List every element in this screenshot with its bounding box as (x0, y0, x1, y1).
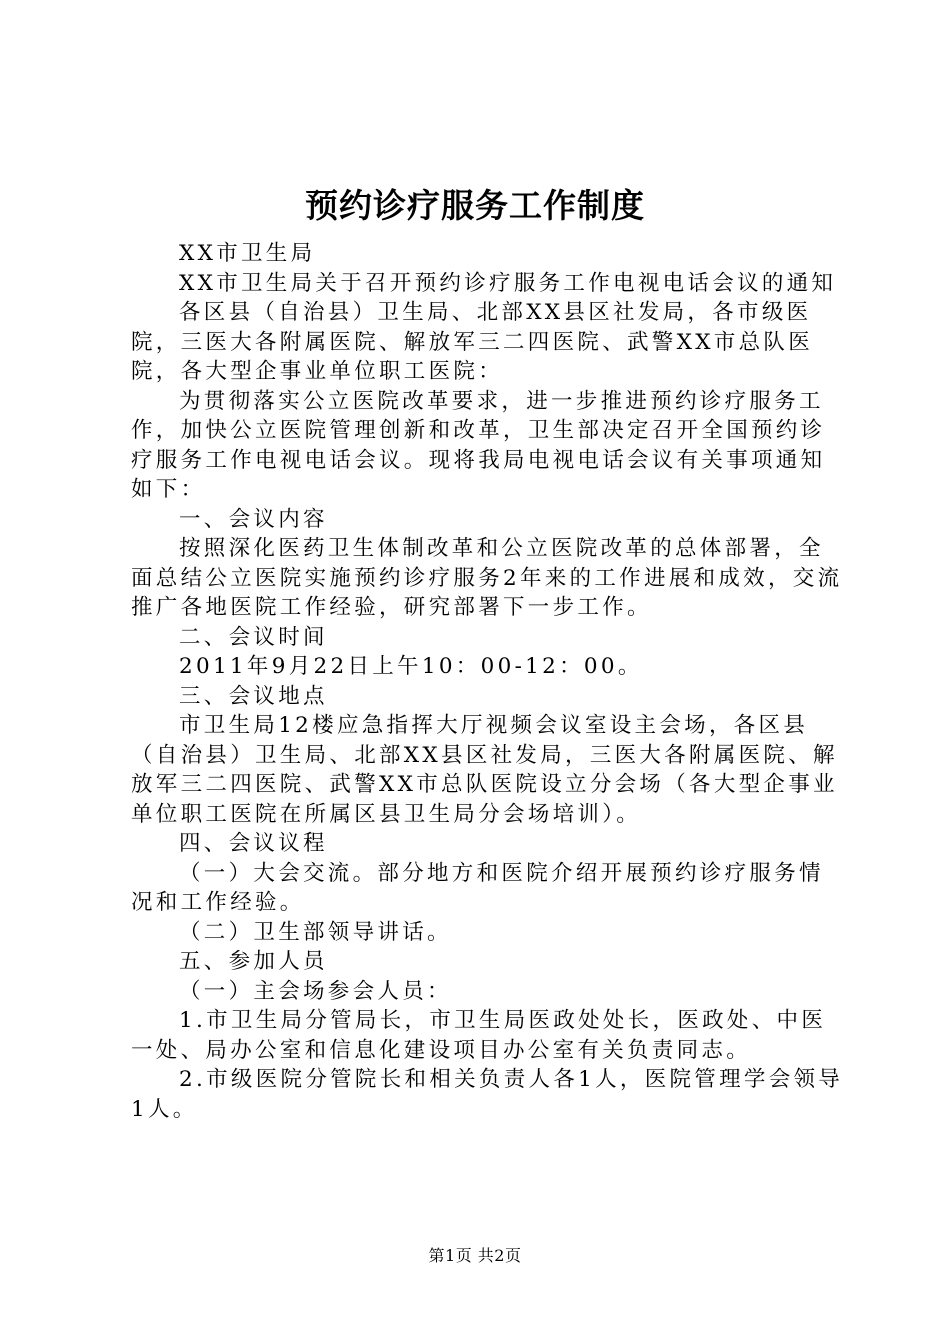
paragraph: 2011年9月22日上午10：00-12：00。 (179, 654, 643, 679)
paragraph: （一）主会场参会人员： (179, 978, 452, 1004)
paragraph: （一）大会交流。部分地方和医院介绍开展预约诊疗服务情况和工作经验。 (131, 860, 824, 915)
section-heading: 一、会议内容 (179, 506, 328, 532)
document-title: 预约诊疗服务工作制度 (305, 186, 645, 225)
paragraph: 各区县（自治县）卫生局、北部XX县区社发局，各市级医院，三医大各附属医院、解放军三二四医院、武警XX市总队医院，各大型企事业单位职工医院： (131, 300, 814, 384)
paragraph: 1.市卫生局分管局长，市卫生局医政处处长，医政处、中医一处、局办公室和信息化建设项目办公室有关负责同志。 (131, 1008, 827, 1063)
document-body (131, 239, 845, 1124)
paragraph: 市卫生局12楼应急指挥大厅视频会议室设主会场，各区县（自治县）卫生局、北部XX县区社发局，三医大各附属医院、解放军三二四医院、武警XX市总队医院设立分会场（各大型企事业单位职工医院在所属区县卫生局分会场培训）。 (131, 713, 838, 827)
paragraph: 为贯彻落实公立医院改革要求，进一步推进预约诊疗服务工作，加快公立医院管理创新和改革，卫生部决定召开全国预约诊疗服务工作电视电话会议。现将我局电视电话会议有关事项通知如下： (131, 388, 826, 502)
paragraph: XX市卫生局 (179, 241, 316, 266)
section-heading: 四、会议议程 (179, 831, 328, 856)
paragraph: 按照深化医药卫生体制改革和公立医院改革的总体部署，全面总结公立医院实施预约诊疗服务2年来的工作进展和成效，交流推广各地医院工作经验，研究部署下一步工作。 (131, 536, 843, 620)
paragraph: XX市卫生局关于召开预约诊疗服务工作电视电话会议的通知 (179, 270, 837, 296)
section-heading: 五、参加人员 (179, 949, 328, 974)
section-heading: 三、会议地点 (179, 683, 328, 709)
section-heading: 二、会议时间 (179, 624, 328, 650)
paragraph: 2.市级医院分管院长和相关负责人各1人，医院管理学会领导1人。 (131, 1067, 844, 1122)
page-footer: 第1页 共2页 (428, 1246, 522, 1265)
paragraph: （二）卫生部领导讲话。 (179, 919, 452, 945)
